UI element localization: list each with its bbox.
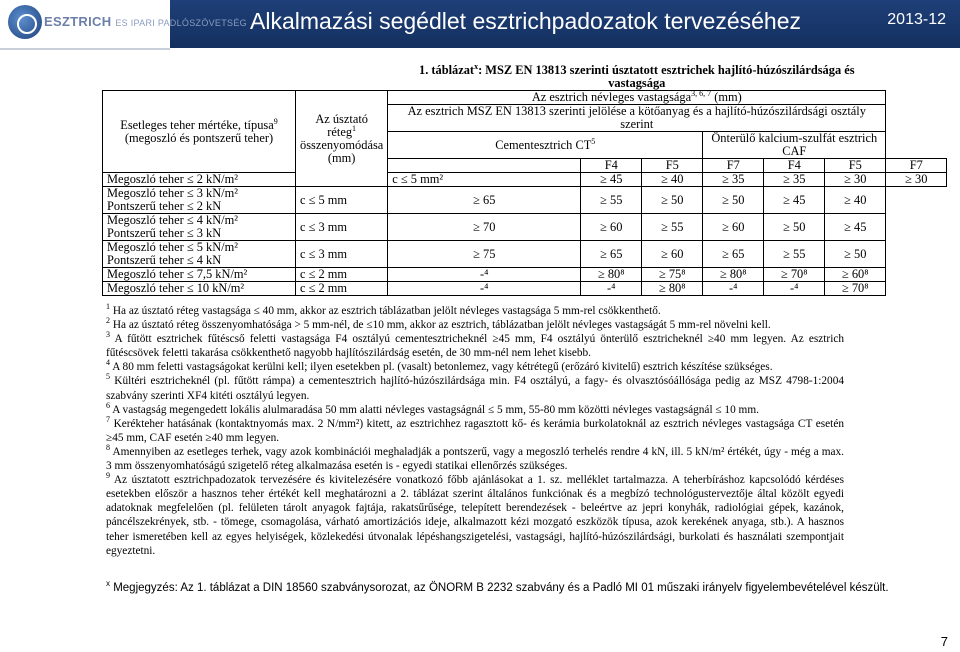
compression-cell: c ≤ 5 mm² [388,173,581,187]
value-cell: ≥ 45 [581,173,642,187]
value-cell: -⁴ [388,268,581,282]
footnote: $^3$ A fűtött esztrichek fűtéscső feletti vastagsága F4 osztályú cementesztricheknél ≥45 mm, F4 osztályú önterülő esztricheknél ≥40 mm legyen. Az esztrich fűtéscsövek feletti takarása csökkenthető nagyobb hajlítószilárdság esetén, de 30 mm-nél nem lehet kisebb. [106,330,844,360]
class-label: F5 [642,159,703,173]
value-cell: -⁴ [388,282,581,296]
thickness-header: Az esztrich névleges vastagsága$^{3, 6, 7}$ (mm) [388,91,886,105]
logo [0,0,247,50]
value-cell: ≥ 50 [825,241,886,268]
value-cell: ≥ 50 [642,187,703,214]
value-cell: ≥ 45 [825,214,886,241]
compression-cell: c ≤ 3 mm [296,214,388,241]
value-cell: ≥ 75⁸ [642,268,703,282]
value-cell: ≥ 50 [764,214,825,241]
value-cell: ≥ 35 [703,173,764,187]
logo-text [44,14,247,29]
load-header: Esetleges teher mértéke, típusa$^9$ (megoszló és pontszerű teher) [103,91,296,173]
footnote: $^9$ Az úsztatott esztrichpadozatok tervezésére és kivitelezésére vonatkozó főbb ajánlásokat a 1. sz. melléklet tartalmazza. A teherbíráshoz kapcsolódó kérdéses esetekben először a hasznos teher értékét kell meghatározni a 2. táblázat szerint általános funkciónak és a megbízó technológusterveztője által közölt egyedi adatoknak megfelelően (pl. felületen tárolt anyagok fajtája, rakatsűrűsége, telepített berendezések - beleértve az jepri konyhák, radiológiai gépek, kazánok, páncélszekrények, stb. - tömege, csomagolása, várható amortizációs ideje, alkalmazott kézi mozgató eszközök típusa, azok kerekének anyaga, stb.). A hasznos teher ismeretében kell az egyes helyiségek, közlekedési útvonalak lépéshangszigetelési, vastagsági, hajlító-húzószilárdsági, burkolati és használati szempontjait egyeztetni. [106,471,844,557]
compression-cell: c ≤ 2 mm [296,268,388,282]
value-cell: -⁴ [764,282,825,296]
footnotes [106,304,844,558]
class-label: F4 [764,159,825,173]
table-row [103,214,947,241]
class-label: F5 [825,159,886,173]
table-remark: $^x$ Megjegyzés: Az 1. táblázat a DIN 18560 szabványsorozat, az ÖNORM B 2232 szabvány és a Padló MI 01 műszaki irányelv figyelembevételével készült. [106,579,889,594]
class-label: F7 [703,159,764,173]
load-cell: Megoszló teher ≤ 7,5 kN/m² [103,268,296,282]
compression-header: Az úsztató réteg$^1$ összenyomódása (mm) [296,91,388,187]
header-banner [0,0,960,48]
footnote: $^4$ A 80 mm feletti vastagságokat kerülni kell; ilyen esetekben pl. (vasalt) betonlemez, vagy kétrétegű (erőzáró kivitelű) esztrich készítése szükséges. [106,358,773,374]
load-cell: Megoszló teher ≤ 5 kN/m² Pontszerű teher ≤ 4 kN [103,241,296,268]
value-cell: ≥ 70⁸ [764,268,825,282]
load-cell: Megoszló teher ≤ 10 kN/m² [103,282,296,296]
value-cell: ≥ 80⁸ [581,268,642,282]
value-cell: ≥ 50 [703,187,764,214]
value-cell: ≥ 60 [703,214,764,241]
compression-cell: c ≤ 5 mm [296,187,388,214]
table-row [103,282,947,296]
value-cell: ≥ 70 [388,214,581,241]
value-cell: ≥ 55 [642,214,703,241]
page-number: 7 [940,634,948,649]
table-row [103,241,947,268]
load-cell: Megoszló teher ≤ 2 kN/m² [103,173,296,187]
value-cell: -⁴ [703,282,764,296]
table-row [103,268,947,282]
value-cell: -⁴ [581,282,642,296]
load-cell: Megoszló teher ≤ 4 kN/m² Pontszerű teher ≤ 3 kN [103,214,296,241]
compression-cell: c ≤ 2 mm [296,282,388,296]
group-ct: Cementesztrich $CT^5$ [388,132,703,159]
class-header: Az esztrich MSZ EN 13813 szerinti jelölése a kötőanyag és a hajlító-húzószilárdsági osztály szerint [388,105,886,132]
class-label: F7 [886,159,947,173]
footnote: $^8$ Amennyiben az esetleges terhek, vagy azok kombinációi meghaladják a pontszerű, vagy a megoszló terhelés rendre 4 kN, ill. 5 kN/m² értékét, úgy - még a max. 3 mm összenyomhatóságú szigetelő réteg alkalmazása esetén is - egyedi statikai ellenőrzés szükséges. [106,443,844,473]
compression-cell: c ≤ 3 mm [296,241,388,268]
header-year: 2013-12 [887,11,946,28]
footnote: $^6$ A vastagság megengedett lokális alulmaradása 50 mm alatti névleges vastagságnál ≤ 5 mm, 55-80 mm közötti névleges vastagságnál ≤ 10 mm. [106,400,759,416]
value-cell: ≥ 60 [581,214,642,241]
value-cell: ≥ 35 [764,173,825,187]
value-cell: ≥ 75 [388,241,581,268]
table-row [103,187,947,214]
value-cell: ≥ 65 [388,187,581,214]
value-cell: ≥ 55 [764,241,825,268]
value-cell: ≥ 70⁸ [825,282,886,296]
page-title: Alkalmazási segédlet esztrichpadozatok tervezéséhez [250,8,802,34]
footnote: $^5$ Kültéri esztricheknél (pl. fűtött rámpa) a cementesztrich hajlító-húzószilárdsága min. F4 osztályú, a fagy- és olvasztósóállósága pedig az MSZ 4798-1:2004 szabvány szerinti XF4 kitéti osztályú legyen. [106,372,844,402]
table-row [103,173,947,187]
value-cell: ≥ 65 [581,241,642,268]
value-cell: ≥ 65 [703,241,764,268]
table-caption: 1. táblázat$^x$: MSZ EN 13813 szerinti úsztatott esztrichek hajlító-húzószilárdsága és vastagsága [388,64,886,91]
footnote: $^2$ Ha az úsztató réteg összenyomhatósága > 5 mm-nél, de ≤10 mm, akkor az esztrich, táblázatban jelölt névleges vastagságát 5 mm-rel növelni kell. [106,316,771,332]
value-cell: ≥ 30 [886,173,947,187]
logo-mark-icon [8,5,42,39]
value-cell: ≥ 80⁸ [703,268,764,282]
value-cell: ≥ 30 [825,173,886,187]
load-cell: Megoszló teher ≤ 3 kN/m² Pontszerű teher ≤ 2 kN [103,187,296,214]
value-cell: ≥ 55 [581,187,642,214]
value-cell: ≥ 40 [642,173,703,187]
thickness-table [102,61,947,296]
value-cell: ≥ 40 [825,187,886,214]
value-cell: ≥ 45 [764,187,825,214]
value-cell: ≥ 80⁸ [642,282,703,296]
footnote: $^1$ Ha az úsztató réteg vastagsága ≤ 40 mm, akkor az esztrich táblázatban jelölt névleges vastagsága 5 mm-rel csökkenthető. [106,302,661,317]
value-cell: ≥ 60⁸ [825,268,886,282]
load-header-spacer [388,159,581,173]
value-cell: ≥ 60 [642,241,703,268]
class-label: F4 [581,159,642,173]
logo-subtitle: ES IPARI PADLÓSZÖVETSÉG [115,18,247,28]
logo-name: ESZTRICH [44,14,112,29]
group-caf: Önterülő kalcium-szulfát esztrich CAF [703,132,886,159]
footnote: $^7$ Kerékteher hatásának (kontaktnyomás max. 2 N/mm²) kitett, az esztrichhez ragasztott kő- és kerámia burkolatoknál az esztrich névleges vastagsága CT esetén ≥45 mm, CAF esetén ≥40 mm legyen. [106,414,844,444]
